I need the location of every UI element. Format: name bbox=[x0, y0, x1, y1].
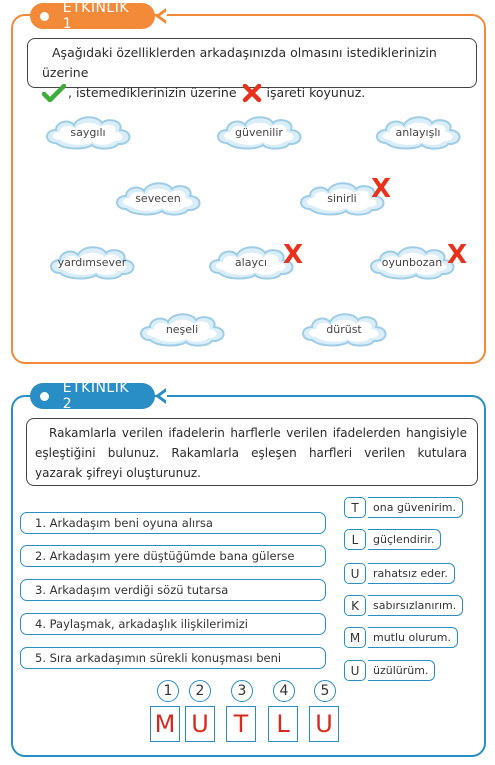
instruction-text-1: Aşağıdaki özelliklerden arkadaşınızda olmasını istediklerinizin üzerine bbox=[42, 45, 437, 80]
instruction-text-3: işareti koyunuz. bbox=[266, 85, 366, 100]
number-circle: 3 bbox=[231, 680, 253, 702]
instruction-text-2: , istemediklerinizin üzerine bbox=[68, 85, 237, 100]
check-icon bbox=[42, 84, 66, 102]
trait-label: sinirli bbox=[327, 191, 357, 205]
activity2-instruction-box bbox=[26, 418, 478, 486]
answer-box[interactable]: T bbox=[226, 706, 256, 742]
instruction-text: Rakamlarla verilen ifadelerin harflerle verilen ifadelerden hangisiyle eşleştiğini bulunuz. Rakamlarla eşleşen harfleri verilen kutulara yazarak şifreyi oluşturunuz. bbox=[35, 426, 467, 480]
trait-label: neşeli bbox=[165, 322, 199, 336]
option-letter: U bbox=[344, 660, 366, 681]
trait-cloud[interactable] bbox=[136, 310, 228, 348]
cross-mark: X bbox=[371, 174, 392, 204]
activity1-title-pill bbox=[30, 0, 155, 32]
answer-box[interactable]: U bbox=[309, 706, 339, 742]
answer-box[interactable]: U bbox=[185, 706, 215, 742]
trait-label: alaycı bbox=[234, 255, 268, 269]
option-item bbox=[344, 563, 455, 584]
pointer-white-icon bbox=[160, 391, 167, 401]
trait-cloud[interactable] bbox=[112, 179, 204, 217]
trait-cloud[interactable] bbox=[298, 310, 390, 348]
option-item bbox=[344, 497, 463, 518]
option-item bbox=[344, 529, 441, 550]
number-circle: 4 bbox=[273, 680, 295, 702]
number-circle: 2 bbox=[189, 680, 211, 702]
activity1-instruction-box bbox=[27, 38, 477, 100]
option-letter: K bbox=[344, 595, 366, 616]
instruction-line1 bbox=[42, 43, 466, 83]
statement-box: 3. Arkadaşım verdiği sözü tutarsa bbox=[20, 579, 326, 601]
trait-label: oyunbozan bbox=[381, 255, 443, 269]
cross-icon bbox=[242, 84, 262, 102]
number-circle: 1 bbox=[157, 680, 179, 702]
option-letter: M bbox=[344, 627, 366, 648]
activity2-title-pill bbox=[30, 380, 155, 412]
trait-cloud[interactable] bbox=[42, 113, 134, 151]
trait-cloud[interactable] bbox=[46, 243, 138, 281]
statement-box: 4. Paylaşmak, arkadaşlık ilişkilerimizi bbox=[20, 613, 326, 635]
activity1-title: ETKİNLİK 1 bbox=[62, 0, 130, 32]
trait-label: güvenilir bbox=[235, 125, 283, 139]
option-text: mutlu olurum. bbox=[368, 627, 458, 648]
option-item bbox=[344, 595, 463, 616]
bullet-icon bbox=[40, 12, 49, 21]
option-text: üzülürüm. bbox=[368, 660, 435, 681]
option-text: ona güvenirim. bbox=[368, 497, 463, 518]
trait-label: saygılı bbox=[70, 125, 106, 139]
cross-mark: X bbox=[283, 240, 304, 270]
option-item bbox=[344, 660, 435, 681]
instruction-line2 bbox=[42, 83, 466, 103]
activity2-title: ETKİNLİK 2 bbox=[62, 380, 130, 412]
trait-label: yardımsever bbox=[57, 255, 127, 269]
trait-label: anlayışlı bbox=[395, 125, 441, 139]
statement-box: 1. Arkadaşım beni oyuna alırsa bbox=[20, 512, 326, 534]
option-letter: U bbox=[344, 563, 366, 584]
statement-box: 2. Arkadaşım yere düştüğümde bana gülerse bbox=[20, 545, 326, 567]
option-text: güçlendirir. bbox=[368, 529, 441, 550]
cross-mark: X bbox=[447, 240, 468, 270]
bullet-icon bbox=[40, 392, 49, 401]
number-circle: 5 bbox=[314, 680, 336, 702]
answer-box[interactable]: M bbox=[150, 706, 180, 742]
statement-box: 5. Sıra arkadaşımın sürekli konuşması beni bbox=[20, 647, 326, 669]
option-letter: L bbox=[344, 529, 366, 550]
answer-box[interactable]: L bbox=[268, 706, 298, 742]
pointer-white-icon bbox=[160, 11, 167, 21]
option-text: rahatsız eder. bbox=[368, 563, 455, 584]
option-text: sabırsızlanırım. bbox=[368, 595, 463, 616]
trait-cloud[interactable] bbox=[213, 113, 305, 151]
option-item bbox=[344, 627, 458, 648]
trait-label: sevecen bbox=[135, 191, 181, 205]
trait-cloud[interactable] bbox=[366, 243, 458, 281]
option-letter: T bbox=[344, 497, 366, 518]
trait-label: dürüst bbox=[326, 322, 362, 336]
trait-cloud[interactable] bbox=[372, 113, 464, 151]
